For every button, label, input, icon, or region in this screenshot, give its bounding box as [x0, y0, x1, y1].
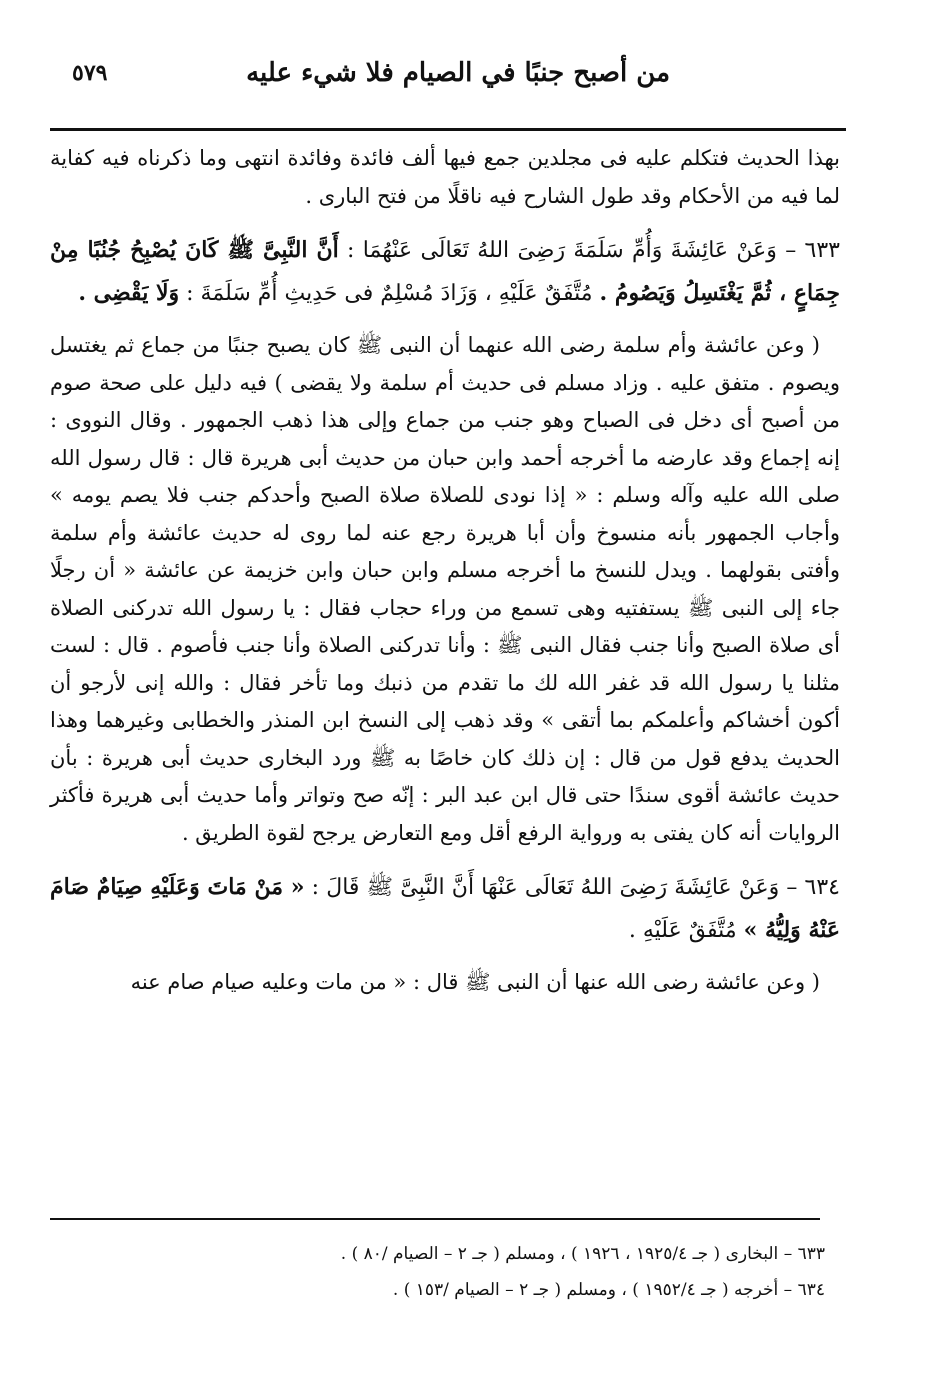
body-text	[50, 140, 840, 1016]
hadith-633	[50, 229, 840, 315]
footnote-633: ٦٣٣ – البخارى ( جـ ١٩٢٥/٤ ، ١٩٢٦ ) ، ومسلم ( جـ ٢ – الصيام /٨٠ ) .	[340, 1244, 825, 1264]
running-title: من أصبح جنبًا في الصيام فلا شيء عليه	[246, 58, 670, 88]
hadith-634-text: « مَنْ مَاتَ وَعَلَيْهِ صِيَامٌ صَامَ عَنْهُ وَلِيُّهُ »	[50, 874, 840, 943]
header-rule	[50, 128, 846, 131]
commentary-633: ( وعن عائشة وأم سلمة رضى الله عنهما أن النبى ﷺ كان يصبح جنبًا من جماع ثم يغتسل ويصوم . متفق عليه . وزاد مسلم فى حديث أم سلمة ولا يقضى ) فيه دليل على صحة صوم من أصبح أى دخل فى الصباح وهو جنب من جماع وإلى هذا ذهب الجمهور . وقال النووى : إنه إجماع وقد عارضه ما أخرجه أحمد وابن حبان من حديث أبى هريرة قال : قال رسول الله صلى الله عليه وآله وسلم : « إذا نودى للصلاة صلاة الصبح وأحدكم جنب فلا يصم يومه » وأجاب الجمهور بأنه منسوخ وأن أبا هريرة رجع عنه لما روى له حديث عائشة وأم سلمة وأفتى بقولهما . ويدل للنسخ ما أخرجه مسلم وابن حبان وابن خزيمة عن عائشة « أن رجلًا جاء إلى النبى ﷺ يستفتيه وهى تسمع من وراء حجاب فقال : يا رسول الله تدركنى الصلاة أى صلاة الصبح وأنا جنب فقال النبى ﷺ : وأنا تدركنى الصلاة وأنا جنب فأصوم . قال : لست مثلنا يا رسول الله قد غفر الله لك ما تقدم من ذنبك وما تأخر فقال : والله إنى لأرجو أن أكون أخشاكم وأعلمكم بما أتقى » وقد ذهب إلى النسخ ابن المنذر والخطابى وغيرهما وهذا الحديث يدفع قول من قال : إن ذلك كان خاصًا به ﷺ ورد البخارى حديث أبى هريرة : بأن حديث عائشة أقوى سندًا حتى قال ابن عبد البر : إنّه صح وتواتر وأما حديث أبى هريرة فأكثر الروايات أنه كان يفتى به ورواية الرفع أقل ومع التعارض يرجح لقوة الطريق .	[50, 333, 840, 845]
page-header	[60, 58, 830, 118]
intro-paragraph: بهذا الحديث فتكلم عليه فى مجلدين جمع فيها ألف فائدة وفائدة انتهى وما ذكرناه فيه كفاية لما فيه من الأحكام وقد طول الشارح فيه ناقلًا من فتح البارى .	[50, 146, 840, 208]
page-number: ٥٧٩	[72, 60, 108, 86]
footnotes	[125, 1236, 825, 1308]
hadith-634	[50, 866, 840, 952]
hadith-634-takhrij: مُتَّفَقٌ عَلَيْهِ .	[628, 918, 737, 943]
hadith-633-prefix: ٦٣٣ – وَعَنْ عَائِشَةَ وَأُمِّ سَلَمَةَ رَضِىَ اللهُ تَعَالَى عَنْهُمَا :	[347, 238, 840, 263]
hadith-634-prefix: ٦٣٤ – وَعَنْ عَائِشَةَ رَضِىَ اللهُ تَعَالَى عَنْهَا أَنَّ النَّبِىَّ ﷺ قَالَ :	[311, 875, 840, 900]
commentary-634: ( وعن عائشة رضى الله عنها أن النبى ﷺ قال : « من مات وعليه صيام صام عنه	[130, 970, 820, 994]
hadith-633-addition: وَلَا يَقْضِى .	[78, 280, 180, 306]
hadith-633-text: أَنَّ النَّبِىَّ ﷺ كَانَ يُصْبِحُ جُنُبًا مِنْ جِمَاعٍ ، ثُمَّ يَغْتَسِلُ وَيَصُومُ .	[50, 237, 840, 306]
footnote-rule	[50, 1218, 820, 1220]
hadith-633-takhrij: مُتَّفَقٌ عَلَيْهِ ، وَزَادَ مُسْلِمٌ فى حَدِيثِ أُمِّ سَلَمَةَ :	[186, 281, 593, 306]
footnote-634: ٦٣٤ – أخرجه ( جـ ١٩٥٢/٤ ) ، ومسلم ( جـ ٢ – الصيام /١٥٣ ) .	[392, 1280, 825, 1300]
